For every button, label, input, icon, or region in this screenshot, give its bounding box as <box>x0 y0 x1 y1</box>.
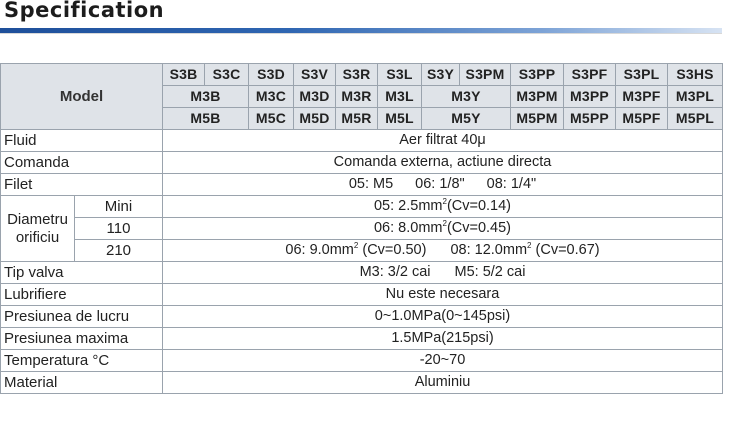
filet-label: Filet <box>1 174 163 196</box>
model-code: S3D <box>249 64 294 86</box>
value-text: M3: 3/2 cai <box>359 264 431 280</box>
model-code: M5C <box>249 108 294 130</box>
value-text: (Cv=0.45) <box>446 220 512 236</box>
filet-value <box>163 174 723 196</box>
value-text: 06: 8.0mm <box>373 220 443 236</box>
diametru-210-value <box>163 240 723 262</box>
model-code: M5D <box>294 108 336 130</box>
model-code: M5PM <box>511 108 564 130</box>
value-text: 05: 2.5mm <box>373 198 443 214</box>
model-code: M3D <box>294 86 336 108</box>
presiunea-max-label: Presiunea maxima <box>1 328 163 350</box>
temperatura-value: -20~70 <box>163 350 723 372</box>
lubrifiere-label: Lubrifiere <box>1 284 163 306</box>
model-code: S3V <box>294 64 336 86</box>
presiunea-lucru-value: 0~1.0MPa(0~145psi) <box>163 306 723 328</box>
superscript: 2 <box>527 241 532 250</box>
model-code: S3PL <box>616 64 668 86</box>
lubrifiere-value: Nu este necesara <box>163 284 723 306</box>
diametru-mini-label: Mini <box>75 196 163 218</box>
model-code: M5PL <box>668 108 723 130</box>
model-code: M3PM <box>511 86 564 108</box>
lubrifiere-row <box>1 284 723 306</box>
diametru-110-row <box>1 218 723 240</box>
comanda-row <box>1 152 723 174</box>
model-code: M5R <box>336 108 378 130</box>
model-code: M5PF <box>616 108 668 130</box>
filet-row <box>1 174 723 196</box>
diametru-210-label: 210 <box>75 240 163 262</box>
diametru-110-value <box>163 218 723 240</box>
value-text: 08: 12.0mm <box>450 242 528 258</box>
comanda-value: Comanda externa, actiune directa <box>163 152 723 174</box>
temperatura-label: Temperatura °C <box>1 350 163 372</box>
diametru-label <box>1 196 75 262</box>
diametru-label-line2: orificiu <box>15 228 60 246</box>
filet-option: 08: 1/4" <box>486 176 537 192</box>
value-text: M5: 5/2 cai <box>454 264 526 280</box>
model-code: S3B <box>163 64 205 86</box>
model-code: M5L <box>378 108 422 130</box>
fluid-row <box>1 130 723 152</box>
temperatura-row <box>1 350 723 372</box>
specification-table <box>0 63 723 394</box>
value-text: (Cv=0.67) <box>531 242 600 258</box>
model-code: S3PP <box>511 64 564 86</box>
presiunea-max-value: 1.5MPa(215psi) <box>163 328 723 350</box>
model-code: M3PF <box>616 86 668 108</box>
model-code: M5PP <box>564 108 616 130</box>
presiunea-max-row <box>1 328 723 350</box>
model-code: M3R <box>336 86 378 108</box>
model-code: M3PP <box>564 86 616 108</box>
model-header: Model <box>1 64 163 130</box>
fluid-label: Fluid <box>1 130 163 152</box>
filet-option: 05: M5 <box>348 176 394 192</box>
tip-valva-row <box>1 262 723 284</box>
value-text: (Cv=0.50) <box>358 242 427 258</box>
model-code: M5B <box>163 108 249 130</box>
model-code: S3PM <box>460 64 511 86</box>
diametru-mini-value <box>163 196 723 218</box>
value-text: 06: 9.0mm <box>285 242 354 258</box>
value-text: (Cv=0.14) <box>446 198 512 214</box>
model-code: M3Y <box>422 86 511 108</box>
model-code: S3Y <box>422 64 460 86</box>
presiunea-lucru-row <box>1 306 723 328</box>
model-code: M3C <box>249 86 294 108</box>
diametru-label-line1: Diametru <box>7 210 68 228</box>
page-title: Specification <box>4 0 165 22</box>
diametru-110-label: 110 <box>75 218 163 240</box>
tip-valva-value <box>163 262 723 284</box>
model-code: S3C <box>205 64 249 86</box>
model-code: S3L <box>378 64 422 86</box>
tip-valva-label: Tip valva <box>1 262 163 284</box>
diametru-mini-row <box>1 196 723 218</box>
model-code: S3R <box>336 64 378 86</box>
material-label: Material <box>1 372 163 394</box>
filet-option: 06: 1/8" <box>415 176 465 192</box>
model-code: M3B <box>163 86 249 108</box>
model-row-s <box>1 64 723 86</box>
material-row <box>1 372 723 394</box>
superscript: 2 <box>353 241 359 250</box>
material-value: Aluminiu <box>163 372 723 394</box>
superscript: 2 <box>442 197 447 206</box>
comanda-label: Comanda <box>1 152 163 174</box>
title-underline-shadow <box>0 33 722 34</box>
model-code: S3HS <box>668 64 723 86</box>
model-code: M3L <box>378 86 422 108</box>
superscript: 2 <box>442 219 447 228</box>
model-code: M3PL <box>668 86 723 108</box>
diametru-210-row <box>1 240 723 262</box>
fluid-value: Aer filtrat 40μ <box>163 130 723 152</box>
model-code: S3PF <box>564 64 616 86</box>
model-code: M5Y <box>422 108 511 130</box>
presiunea-lucru-label: Presiunea de lucru <box>1 306 163 328</box>
